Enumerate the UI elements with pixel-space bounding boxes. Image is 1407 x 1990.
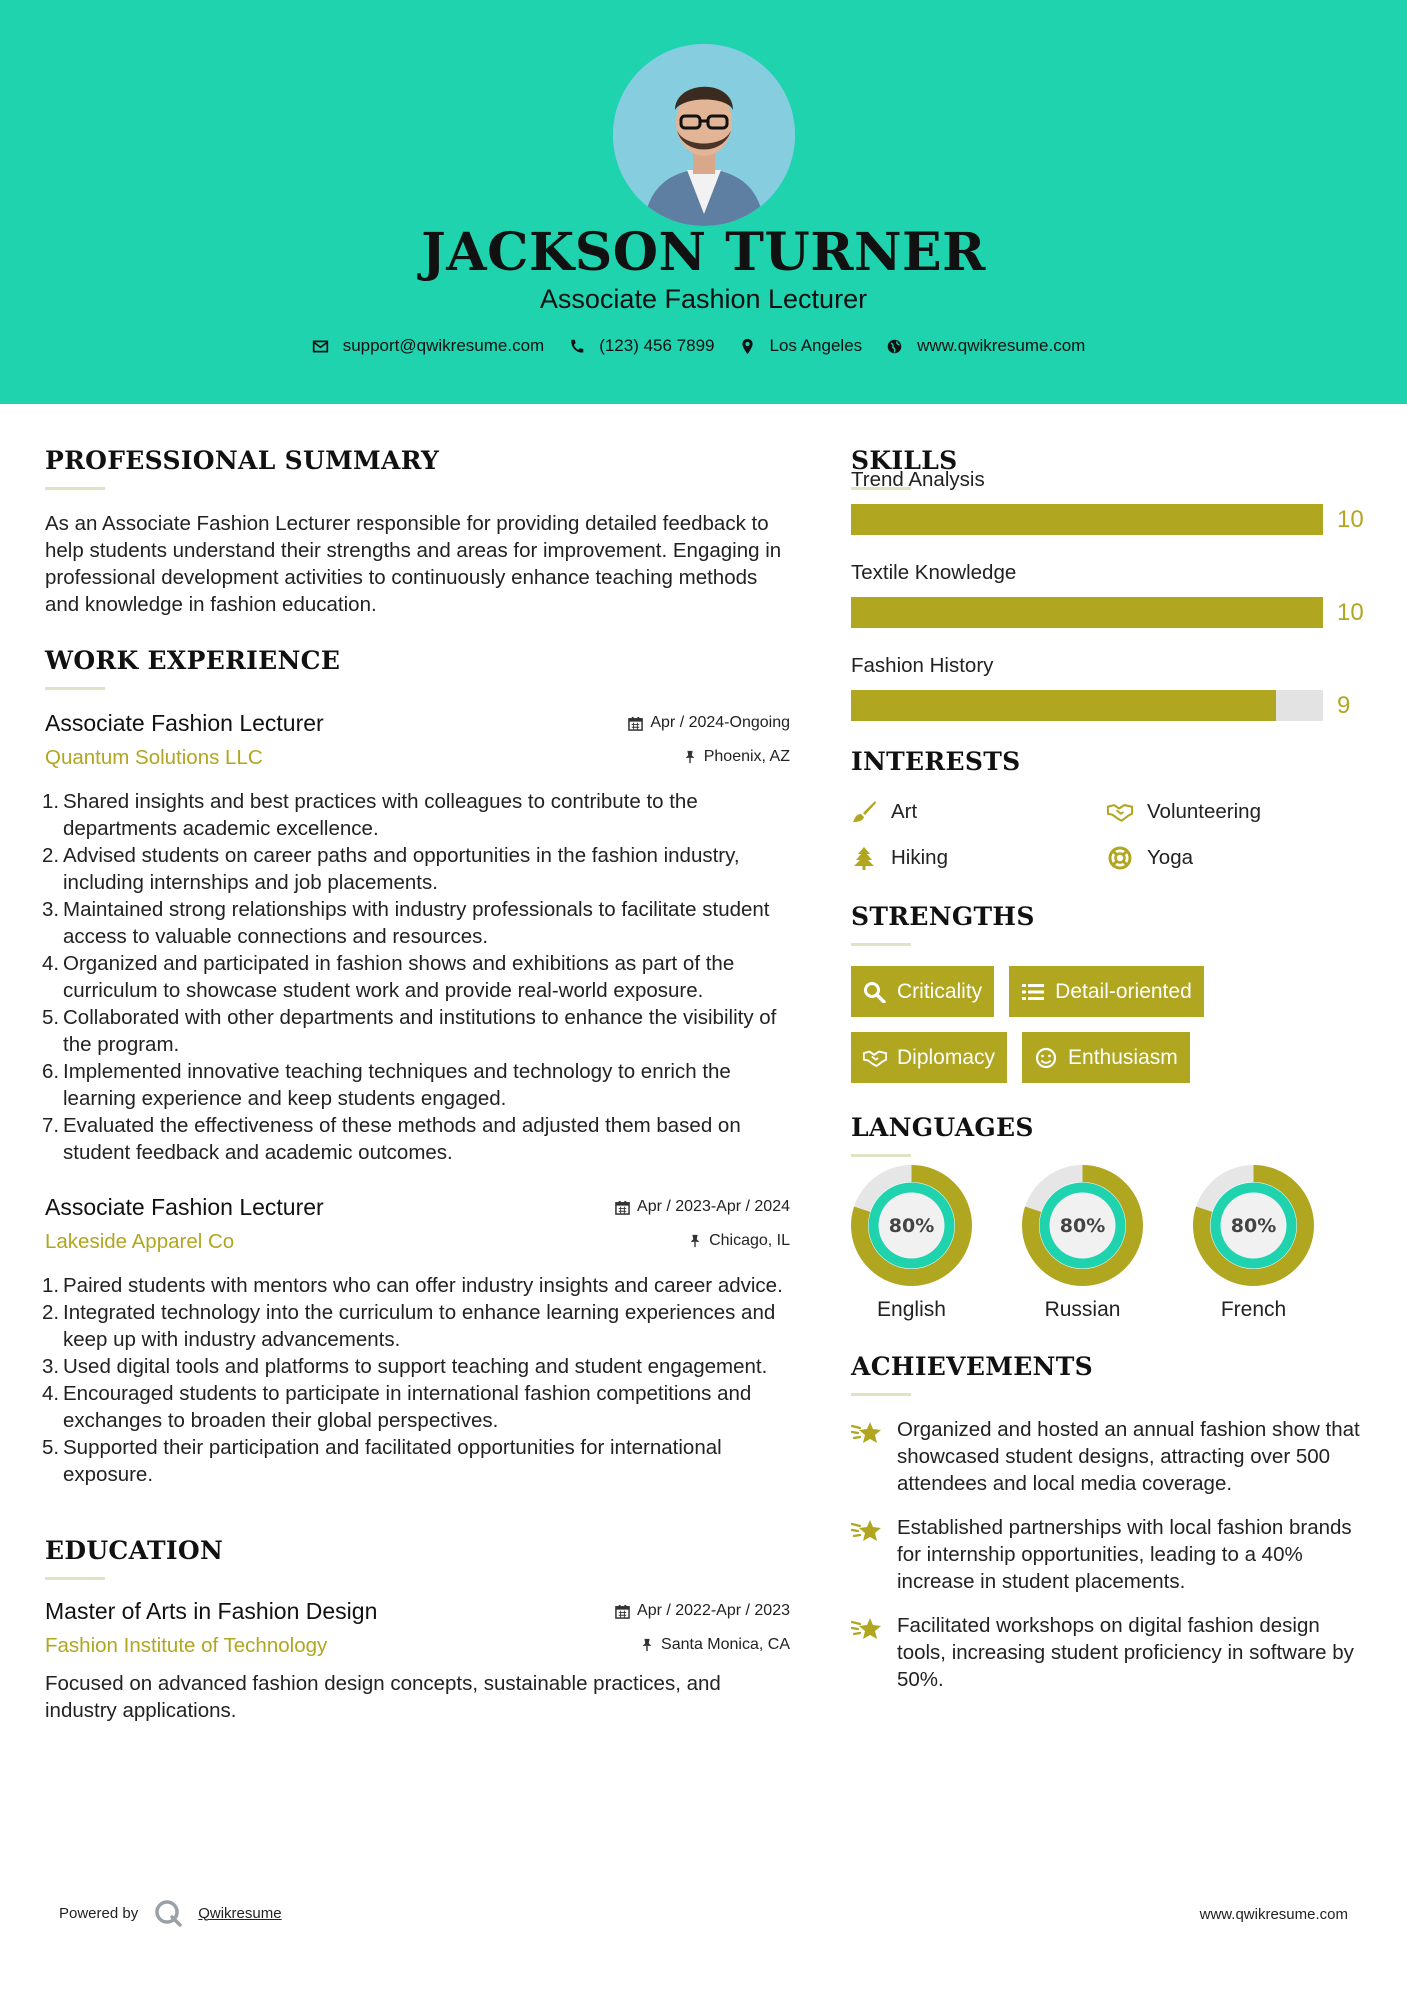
achievement-text: Organized and hosted an annual fashion show that showcased student designs, attracting over 500 attendees and local media coverage.	[897, 1418, 1360, 1495]
section-divider	[851, 943, 911, 946]
map-pin-icon	[739, 338, 756, 355]
skill-fill	[851, 690, 1276, 721]
contact-email-text[interactable]: support@qwikresume.com	[342, 336, 545, 355]
list-item: 2. Integrated technology into the curriculum to enhance learning experiences and keep up with industry advancements.	[42, 1301, 776, 1351]
job-entry	[42, 710, 790, 1166]
skill-value: 10	[1337, 599, 1364, 626]
contact-phone[interactable]	[568, 336, 714, 356]
languages-section	[851, 1113, 1362, 1322]
education-description: Focused on advanced fashion design concepts, sustainable practices, and industry applications.	[45, 1672, 721, 1722]
job-dates-text: Apr / 2024-Ongoing	[650, 714, 790, 731]
strength-tags	[851, 966, 1291, 1083]
contact-email[interactable]	[312, 336, 545, 356]
strength-tag	[1022, 1032, 1190, 1083]
list-item: 4. Organized and participated in fashion shows and exhibitions as part of the curriculum to showcase student work and provide real-world exposure.	[42, 952, 735, 1002]
interest-item	[851, 846, 1107, 870]
candidate-name: JACKSON TURNER	[421, 222, 986, 283]
handshake-icon	[1107, 800, 1133, 824]
job-entry	[42, 1194, 790, 1488]
section-title-strengths: STRENGTHS	[851, 902, 1035, 931]
experience-section	[42, 646, 790, 1488]
paintbrush-icon	[851, 800, 877, 824]
section-divider	[851, 1154, 911, 1157]
list-item: 6. Implemented innovative teaching techniques and technology to enrich the learning experience and keep students engaged.	[42, 1060, 731, 1110]
achievements-section	[851, 1352, 1362, 1693]
education-entry	[45, 1598, 790, 1724]
job-bullets	[42, 1272, 790, 1488]
skill-name: Fashion History	[851, 654, 994, 677]
achievement-item	[851, 1612, 1362, 1693]
language-percent: 80%	[1230, 1215, 1277, 1237]
interests-grid	[851, 800, 1362, 870]
list-item: 5. Collaborated with other departments and institutions to enhance the visibility of the program.	[42, 1006, 777, 1056]
language-item	[1022, 1165, 1143, 1322]
achievement-text: Established partnerships with local fashion brands for internship opportunities, leading to a 40% increase in student placements.	[897, 1516, 1352, 1593]
summary-text: As an Associate Fashion Lecturer responsible for providing detailed feedback to help students understand their strengths and areas for improvement. Engaging in professional development activities to continuously enhance teaching methods and knowledge in fashion education.	[45, 512, 782, 616]
brand-link[interactable]: Qwikresume	[198, 1904, 282, 1922]
strength-tag	[851, 966, 994, 1017]
calendar-icon	[628, 716, 643, 731]
powered-by-label: Powered by	[59, 1904, 139, 1922]
footer-powered-by	[59, 1898, 282, 1928]
header-banner	[0, 0, 1407, 404]
interest-label: Hiking	[891, 846, 948, 869]
qwikresume-logo-icon	[153, 1898, 183, 1928]
skill-name: Trend Analysis	[851, 468, 985, 491]
skill-bar	[851, 690, 1362, 721]
skill-fill	[851, 504, 1323, 535]
skill-track	[851, 690, 1323, 721]
right-column	[851, 404, 1362, 1710]
candidate-role: Associate Fashion Lecturer	[539, 284, 868, 314]
interest-label: Art	[891, 800, 918, 823]
shooting-star-icon	[851, 1516, 883, 1546]
contact-location	[739, 336, 863, 356]
smile-icon	[1034, 1047, 1058, 1069]
section-title-interests: INTERESTS	[851, 747, 1021, 776]
interest-label: Volunteering	[1147, 800, 1261, 823]
footer-website[interactable]: www.qwikresume.com	[1199, 1906, 1348, 1923]
strengths-section	[851, 902, 1362, 1083]
section-title-skills: SKILLS	[851, 446, 958, 475]
strength-label: Diplomacy	[897, 1045, 996, 1069]
education-dates	[615, 1602, 790, 1620]
handshake-icon	[863, 1047, 887, 1069]
envelope-icon	[312, 338, 329, 355]
job-title: Associate Fashion Lecturer	[45, 1194, 324, 1220]
skill-track	[851, 504, 1323, 535]
skills-section	[851, 446, 1362, 721]
person-portrait-icon	[613, 44, 795, 226]
list-item: 3. Maintained strong relationships with industry professionals to facilitate student access to valuable connections and resources.	[42, 898, 770, 948]
skill-value: 10	[1337, 506, 1364, 533]
section-title-languages: LANGUAGES	[851, 1113, 1034, 1142]
tree-icon	[851, 846, 877, 870]
job-dates-text: Apr / 2023-Apr / 2024	[637, 1198, 790, 1215]
interest-item	[851, 800, 1107, 824]
education-dates-text: Apr / 2022-Apr / 2023	[637, 1602, 790, 1619]
language-donut	[851, 1165, 972, 1286]
language-percent: 80%	[1059, 1215, 1106, 1237]
list-item: 3. Used digital tools and platforms to support teaching and student engagement.	[42, 1355, 768, 1378]
strength-tag	[1009, 966, 1204, 1017]
section-divider	[851, 1393, 911, 1396]
profile-photo	[613, 44, 795, 226]
section-title-summary: PROFESSIONAL SUMMARY	[45, 446, 440, 475]
interests-section	[851, 747, 1362, 870]
skill-track	[851, 597, 1323, 628]
job-dates	[628, 714, 790, 732]
job-location-text: Chicago, IL	[709, 1232, 790, 1249]
achievement-item	[851, 1416, 1362, 1497]
job-location-text: Phoenix, AZ	[703, 748, 790, 765]
phone-icon	[568, 338, 585, 355]
list-item: 2. Advised students on career paths and opportunities in the fashion industry, including internships and job placements.	[42, 844, 740, 894]
education-section	[45, 1536, 790, 1724]
achievement-item	[851, 1514, 1362, 1595]
language-name: French	[1220, 1298, 1287, 1321]
language-list	[851, 1165, 1362, 1322]
job-dates	[615, 1198, 790, 1216]
section-divider	[45, 487, 105, 490]
skill-bar	[851, 597, 1362, 628]
calendar-icon	[615, 1604, 630, 1619]
language-name: Russian	[1044, 1298, 1121, 1321]
section-title-achievements: ACHIEVEMENTS	[851, 1352, 1093, 1381]
list-item: 7. Evaluated the effectiveness of these methods and adjusted them based on student feedback and academic outcomes.	[42, 1114, 741, 1164]
language-percent: 80%	[888, 1215, 935, 1237]
strength-label: Enthusiasm	[1068, 1045, 1178, 1069]
list-icon	[1021, 981, 1045, 1003]
interest-item	[1107, 846, 1363, 870]
pushpin-icon	[640, 1638, 654, 1652]
job-title: Associate Fashion Lecturer	[45, 710, 324, 736]
list-item: 1. Shared insights and best practices with colleagues to contribute to the departments academic excellence.	[42, 790, 698, 840]
education-location-text: Santa Monica, CA	[661, 1636, 790, 1653]
list-item: 4. Encouraged students to participate in international fashion competitions and exchanges to broaden their global perspectives.	[42, 1382, 752, 1432]
section-divider	[45, 1577, 105, 1580]
strength-label: Detail-oriented	[1055, 979, 1192, 1003]
lifebuoy-icon	[1107, 846, 1133, 870]
education-location	[640, 1636, 790, 1654]
left-column	[42, 404, 790, 1724]
degree-title: Master of Arts in Fashion Design	[45, 1598, 378, 1624]
shooting-star-icon	[851, 1614, 883, 1644]
summary-section	[45, 446, 790, 618]
job-location	[688, 1232, 790, 1250]
achievement-list	[851, 1416, 1362, 1693]
company-name: Lakeside Apparel Co	[45, 1230, 235, 1253]
contact-location-text: Los Angeles	[769, 336, 863, 355]
skill-fill	[851, 597, 1323, 628]
language-donut	[1022, 1165, 1143, 1286]
language-item	[851, 1165, 972, 1322]
section-divider	[45, 687, 105, 690]
pushpin-icon	[688, 1234, 702, 1248]
skill-name: Textile Knowledge	[851, 561, 1017, 584]
section-title-education: EDUCATION	[45, 1536, 224, 1565]
shooting-star-icon	[851, 1418, 883, 1448]
interest-item	[1107, 800, 1363, 824]
language-name: English	[877, 1298, 946, 1321]
contact-bar	[0, 336, 1407, 356]
section-title-experience: WORK EXPERIENCE	[45, 646, 341, 675]
skill-value: 9	[1337, 692, 1351, 719]
language-item	[1193, 1165, 1314, 1322]
job-bullets	[42, 788, 790, 1166]
calendar-icon	[615, 1200, 630, 1215]
strength-tag	[851, 1032, 1007, 1083]
company-name: Quantum Solutions LLC	[45, 746, 263, 769]
achievement-text: Facilitated workshops on digital fashion design tools, increasing student proficiency in software by 50%.	[897, 1614, 1354, 1691]
interest-label: Yoga	[1147, 846, 1193, 869]
language-donut	[1193, 1165, 1314, 1286]
skill-bar	[851, 504, 1362, 535]
strength-label: Criticality	[897, 979, 983, 1003]
list-item: 1. Paired students with mentors who can offer industry insights and career advice.	[42, 1274, 783, 1297]
search-icon	[863, 981, 887, 1003]
contact-website-text[interactable]: www.qwikresume.com	[917, 336, 1086, 355]
job-location	[683, 748, 790, 766]
globe-icon	[886, 338, 903, 355]
contact-phone-text[interactable]: (123) 456 7899	[599, 336, 715, 355]
contact-website[interactable]	[886, 336, 1085, 356]
list-item: 5. Supported their participation and facilitated opportunities for international exposure.	[42, 1436, 722, 1486]
pushpin-icon	[683, 750, 697, 764]
school-name: Fashion Institute of Technology	[45, 1634, 328, 1657]
